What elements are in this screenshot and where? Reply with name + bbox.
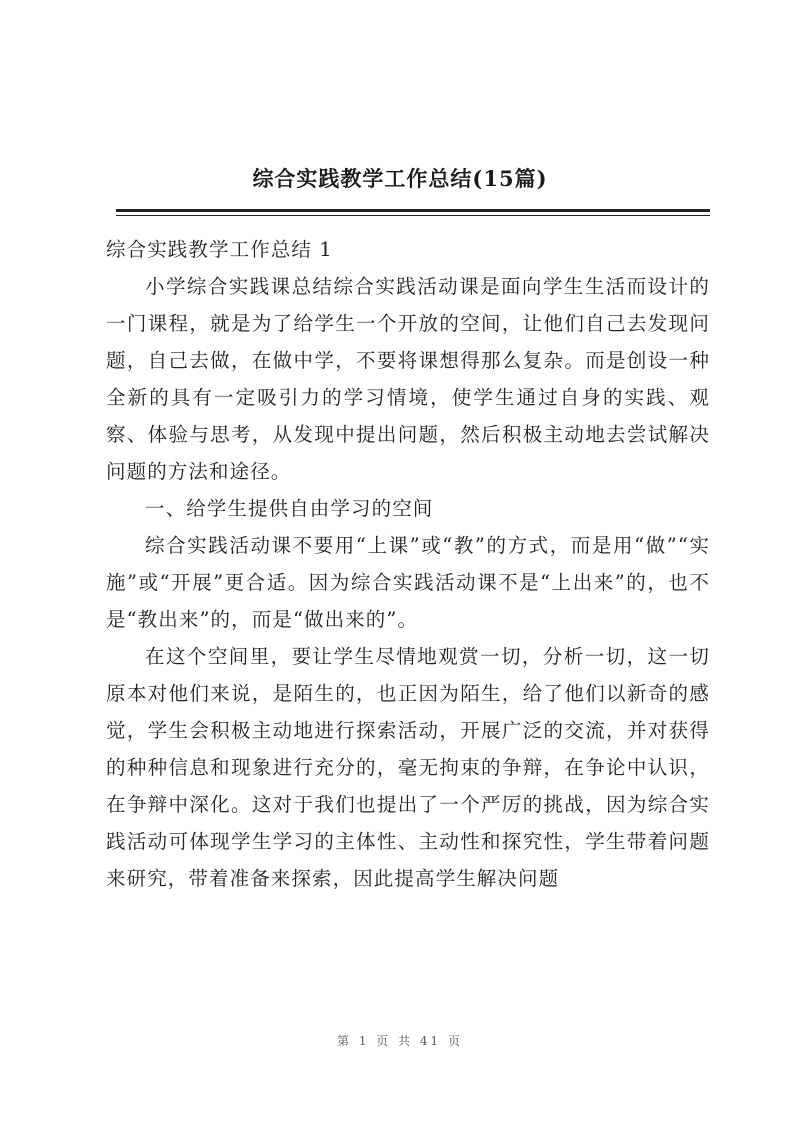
title-rule-thick xyxy=(116,209,710,212)
subheading: 一、给学生提供自由学习的空间 xyxy=(145,497,434,520)
page-footer: 第 1 页 共 41 页 xyxy=(337,1034,463,1048)
paragraph: 在这个空间里，要让学生尽情地观赏一切，分析一切，这一切原本对他们来说，是陌生的，也正因为陌生，给了他们以新奇的感觉，学生会积极主动地进行探索活动，开展广泛的交流，并对获得的种种信息和现象进行充分的，毫无拘束的争辩，在争论中认识，在争辩中深化。这对于我们也提出了一个严厉的挑战，因为综合实践活动可体现学生学习的主体性、主动性和探究性，学生带着问题来研究，带着准备来探索，因此提高学生解决问题 xyxy=(106,645,710,890)
paragraph: 小学综合实践课总结综合实践活动课是面向学生生活而设计的一门课程，就是为了给学生一个开放的空间，让他们自己去发现问题，自己去做，在做中学，不要将课想得那么复杂。而是创设一种全新的具有一定吸引力的学习情境，使学生通过自身的实践、观察、体验与思考，从发现中提出问题，然后积极主动地去尝试解决问题的方法和途径。 xyxy=(106,275,710,483)
document-body xyxy=(106,231,710,897)
paragraph: 综合实践活动课不要用“上课”或“教”的方式，而是用“做”“实施”或“开展”更合适。因为综合实践活动课不是“上出来”的，也不是“教出来”的，而是“做出来的”。 xyxy=(106,534,710,631)
title-rule-thin xyxy=(116,215,710,216)
document-title: 综合实践教学工作总结(15篇) xyxy=(252,166,548,191)
section-heading: 综合实践教学工作总结 1 xyxy=(106,238,333,261)
